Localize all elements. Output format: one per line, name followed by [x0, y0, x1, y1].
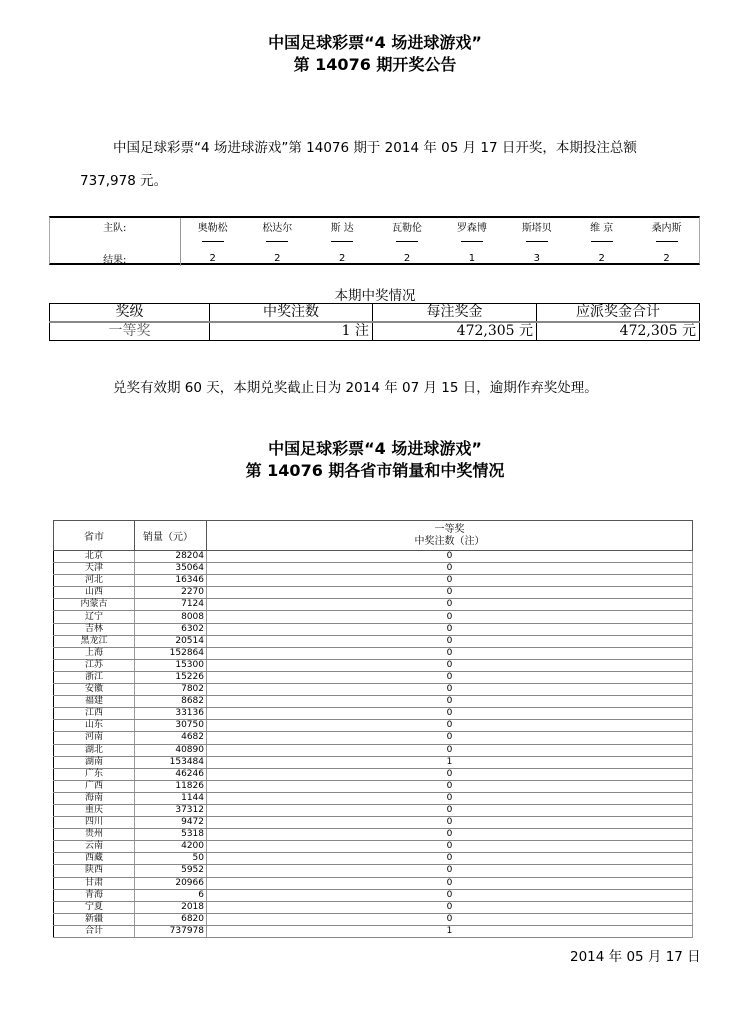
- province-name: 黑龙江: [54, 635, 135, 647]
- team-separator: [375, 234, 440, 250]
- province-sales: 6820: [135, 913, 207, 925]
- province-first-prize-count: 0: [207, 720, 693, 732]
- prize-level: 一等奖: [50, 322, 210, 341]
- province-row: [54, 611, 693, 623]
- province-first-prize-count: 0: [207, 889, 693, 901]
- dash-line: [656, 241, 678, 242]
- province-row: [54, 575, 693, 587]
- label-spacer: [50, 234, 180, 250]
- province-name: 北京: [54, 551, 135, 563]
- province-row: [54, 877, 693, 889]
- province-first-prize-count: 0: [207, 877, 693, 889]
- dash-line: [331, 241, 353, 242]
- province-name: 新疆: [54, 913, 135, 925]
- province-row: [54, 841, 693, 853]
- team-name: 松达尔: [262, 222, 293, 234]
- province-row: [54, 563, 693, 575]
- prize-per-bet: 472,305 元: [373, 322, 537, 341]
- team-result: 3: [533, 252, 540, 264]
- province-sales: 1144: [135, 792, 207, 804]
- prize-header-per-bet: 每注奖金: [373, 304, 537, 323]
- province-row: [54, 720, 693, 732]
- province-name: 海南: [54, 792, 135, 804]
- province-name: 山东: [54, 720, 135, 732]
- province-row: [54, 587, 693, 599]
- team-name: 维 京: [590, 222, 614, 234]
- province-sales: 2018: [135, 901, 207, 913]
- province-name: 广东: [54, 768, 135, 780]
- province-sales: 35064: [135, 563, 207, 575]
- prize-caption: 本期中奖情况: [334, 288, 416, 304]
- province-sales: 737978: [135, 925, 207, 937]
- province-sales: 37312: [135, 804, 207, 816]
- prize-total: 472,305 元: [537, 322, 700, 341]
- team-result: 2: [403, 252, 411, 264]
- province-row: [54, 756, 693, 768]
- province-sales: 153484: [135, 756, 207, 768]
- header-province: 省市: [54, 521, 135, 551]
- province-row: [54, 623, 693, 635]
- province-first-prize-count: 1: [207, 925, 693, 937]
- province-row: [54, 853, 693, 865]
- dash-line: [266, 241, 288, 242]
- team-name: 斯 达: [330, 222, 354, 234]
- team-result: 2: [209, 252, 216, 264]
- province-first-prize-count: 0: [207, 768, 693, 780]
- province-row: [54, 889, 693, 901]
- province-first-prize-count: 1: [207, 756, 693, 768]
- province-sales: 50: [135, 853, 207, 865]
- province-first-prize-count: 0: [207, 708, 693, 720]
- team-name: 斯塔贝: [521, 222, 552, 234]
- dash-line: [396, 241, 418, 242]
- province-row: [54, 708, 693, 720]
- team-separator: [180, 234, 245, 250]
- province-name: 浙江: [54, 671, 135, 683]
- footer-date: 2014 年 05 月 17 日: [570, 949, 701, 965]
- header-first-prize-line-2: 中奖注数（注）: [414, 535, 485, 547]
- result-row: [50, 250, 699, 266]
- province-first-prize-count: 0: [207, 611, 693, 623]
- province-sales: 46246: [135, 768, 207, 780]
- province-row: [54, 925, 693, 937]
- province-row: [54, 696, 693, 708]
- province-sales: 2270: [135, 587, 207, 599]
- dash-line: [526, 241, 548, 242]
- province-first-prize-count: 0: [207, 841, 693, 853]
- province-sales: 8682: [135, 696, 207, 708]
- team-separator: [310, 234, 375, 250]
- province-sales: 8008: [135, 611, 207, 623]
- prize-header-count: 中奖注数: [210, 304, 373, 323]
- province-row: [54, 865, 693, 877]
- province-row: [54, 744, 693, 756]
- province-first-prize-count: 0: [207, 865, 693, 877]
- team-result: 2: [274, 252, 281, 264]
- separator-row: [50, 234, 699, 250]
- team-result: 1: [468, 252, 476, 264]
- province-row: [54, 659, 693, 671]
- prize-header-level: 奖级: [50, 304, 210, 323]
- section2-title-line-1: 中国足球彩票“4 场进球游戏”: [268, 439, 482, 458]
- province-name: 福建: [54, 696, 135, 708]
- province-row: [54, 913, 693, 925]
- prize-row: [50, 322, 700, 341]
- match-results-table: [49, 216, 700, 265]
- prize-count: 1 注: [210, 322, 373, 341]
- province-sales: 20514: [135, 635, 207, 647]
- dash-line: [461, 241, 483, 242]
- province-row: [54, 671, 693, 683]
- province-first-prize-count: 0: [207, 599, 693, 611]
- province-name: 内蒙古: [54, 599, 135, 611]
- dash-line: [202, 241, 224, 242]
- title-line-2: 第 14076 期开奖公告: [293, 55, 457, 74]
- province-sales: 7124: [135, 599, 207, 611]
- province-first-prize-count: 0: [207, 792, 693, 804]
- title-line-1: 中国足球彩票“4 场进球游戏”: [268, 33, 482, 52]
- province-row: [54, 647, 693, 659]
- province-sales: 9472: [135, 817, 207, 829]
- intro-line-1: 中国足球彩票“4 场进球游戏”第 14076 期于 2014 年 05 月 17 日开奖，本期投注总额: [113, 140, 637, 156]
- province-first-prize-count: 0: [207, 829, 693, 841]
- team-result: 2: [598, 252, 605, 264]
- province-first-prize-count: 0: [207, 623, 693, 635]
- province-name: 吉林: [54, 623, 135, 635]
- province-first-prize-count: 0: [207, 780, 693, 792]
- intro-line-2: 737,978 元。: [80, 173, 168, 189]
- team-name: 桑内斯: [651, 222, 682, 234]
- header-first-prize-line-1: 一等奖: [434, 523, 465, 535]
- province-row: [54, 901, 693, 913]
- province-name: 甘肃: [54, 877, 135, 889]
- province-name: 上海: [54, 647, 135, 659]
- province-sales: 20966: [135, 877, 207, 889]
- province-row: [54, 780, 693, 792]
- province-name: 贵州: [54, 829, 135, 841]
- province-first-prize-count: 0: [207, 901, 693, 913]
- province-name: 河南: [54, 732, 135, 744]
- province-first-prize-count: 0: [207, 853, 693, 865]
- province-row: [54, 792, 693, 804]
- province-name: 宁夏: [54, 901, 135, 913]
- province-sales: 16346: [135, 575, 207, 587]
- province-name: 陕西: [54, 865, 135, 877]
- team-separator: [440, 234, 505, 250]
- prize-table: [49, 303, 700, 341]
- header-sales: 销量（元）: [135, 521, 207, 551]
- province-name: 广西: [54, 780, 135, 792]
- province-sales: 152864: [135, 647, 207, 659]
- province-sales: 15226: [135, 671, 207, 683]
- province-row: [54, 817, 693, 829]
- province-first-prize-count: 0: [207, 659, 693, 671]
- province-first-prize-count: 0: [207, 635, 693, 647]
- province-name: 合计: [54, 925, 135, 937]
- province-name: 河北: [54, 575, 135, 587]
- team-name: 奥勒松: [197, 222, 228, 234]
- province-sales: 28204: [135, 551, 207, 563]
- team-separator: [634, 234, 699, 250]
- province-name: 天津: [54, 563, 135, 575]
- dash-line: [591, 241, 613, 242]
- province-first-prize-count: 0: [207, 587, 693, 599]
- province-first-prize-count: 0: [207, 671, 693, 683]
- province-first-prize-count: 0: [207, 575, 693, 587]
- province-first-prize-count: 0: [207, 684, 693, 696]
- province-sales: 6: [135, 889, 207, 901]
- province-sales-table: [53, 520, 693, 938]
- team-separator: [245, 234, 310, 250]
- province-name: 西藏: [54, 853, 135, 865]
- province-sales: 6302: [135, 623, 207, 635]
- province-name: 江西: [54, 708, 135, 720]
- province-first-prize-count: 0: [207, 804, 693, 816]
- header-first-prize: [207, 521, 693, 551]
- province-name: 青海: [54, 889, 135, 901]
- province-first-prize-count: 0: [207, 817, 693, 829]
- province-row: [54, 599, 693, 611]
- result-label: 结果:: [50, 250, 180, 266]
- province-first-prize-count: 0: [207, 647, 693, 659]
- province-row: [54, 829, 693, 841]
- province-name: 重庆: [54, 804, 135, 816]
- team-result: 2: [663, 252, 670, 264]
- province-sales: 4200: [135, 841, 207, 853]
- team-name: 罗森博: [456, 222, 487, 234]
- province-sales: 7802: [135, 684, 207, 696]
- province-name: 四川: [54, 817, 135, 829]
- section2-title-line-2: 第 14076 期各省市销量和中奖情况: [245, 461, 505, 480]
- province-first-prize-count: 0: [207, 744, 693, 756]
- province-row: [54, 732, 693, 744]
- team-row: [50, 218, 699, 234]
- province-sales: 40890: [135, 744, 207, 756]
- section2-title: [0, 438, 750, 482]
- province-name: 山西: [54, 587, 135, 599]
- province-name: 湖南: [54, 756, 135, 768]
- team-separator: [504, 234, 569, 250]
- province-sales: 4682: [135, 732, 207, 744]
- prize-header-total: 应派奖金合计: [537, 304, 700, 323]
- province-row: [54, 768, 693, 780]
- province-sales: 5952: [135, 865, 207, 877]
- team-separator: [569, 234, 634, 250]
- province-name: 安徽: [54, 684, 135, 696]
- province-row: [54, 684, 693, 696]
- team-result: 2: [339, 252, 346, 264]
- home-team-label: 主队:: [50, 218, 180, 234]
- province-row: [54, 635, 693, 647]
- province-name: 江苏: [54, 659, 135, 671]
- province-row: [54, 551, 693, 563]
- province-name: 辽宁: [54, 611, 135, 623]
- province-first-prize-count: 0: [207, 913, 693, 925]
- province-first-prize-count: 0: [207, 551, 693, 563]
- province-sales: 15300: [135, 659, 207, 671]
- province-first-prize-count: 0: [207, 732, 693, 744]
- province-sales: 11826: [135, 780, 207, 792]
- announcement-title: [0, 32, 750, 76]
- province-first-prize-count: 0: [207, 563, 693, 575]
- province-sales: 30750: [135, 720, 207, 732]
- province-first-prize-count: 0: [207, 696, 693, 708]
- team-name: 瓦勒伦: [392, 222, 423, 234]
- province-row: [54, 804, 693, 816]
- province-sales: 33136: [135, 708, 207, 720]
- claim-notice: 兑奖有效期 60 天，本期兑奖截止日为 2014 年 07 月 15 日，逾期作弃奖处理。: [113, 380, 598, 396]
- province-name: 湖北: [54, 744, 135, 756]
- province-name: 云南: [54, 841, 135, 853]
- province-sales: 5318: [135, 829, 207, 841]
